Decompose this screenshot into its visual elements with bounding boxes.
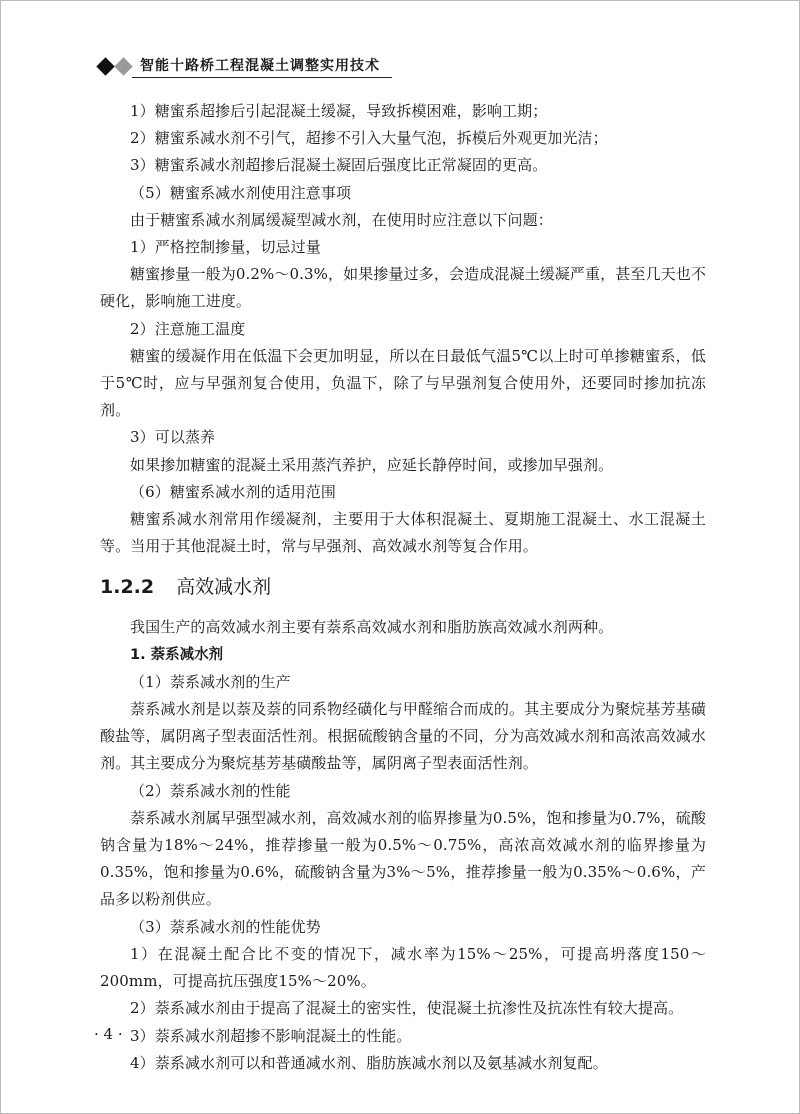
black-diamond-icon (96, 57, 114, 75)
paragraph: 2）注意施工温度 (130, 319, 246, 338)
paragraph: 糖蜜系减水剂常用作缓凝剂，主要用于大体积混凝土、夏期施工混凝土、水工混凝土等。当用于其他混凝土时，常与早强剂、高效减水剂等复合作用。 (100, 510, 706, 556)
paragraph: 糖蜜的缓凝作用在低温下会更加明显，所以在日最低气温5℃以上时可单掺糖蜜系，低于5℃时，应与早强剂复合使用，负温下，除了与早强剂复合使用外，还要同时掺加抗冻剂。 (100, 346, 706, 420)
running-header (96, 52, 392, 80)
paragraph: 我国生产的高效减水剂主要有萘系高效减水剂和脂肪族高效减水剂两种。 (130, 618, 614, 637)
paragraph: 2）萘系减水剂由于提高了混凝土的密实性，使混凝土抗渗性及抗冻性有较大提高。 (130, 999, 684, 1018)
paragraph: 如果掺加糖蜜的混凝土采用蒸汽养护，应延长静停时间，或掺加早强剂。 (130, 455, 614, 474)
paragraph: 1）在混凝土配合比不变的情况下，减水率为15%～25%，可提高坍落度150～200mm，可提高抗压强度15%～20%。 (100, 944, 706, 991)
paragraph: （3）萘系减水剂的性能优势 (130, 917, 321, 936)
section-title: 高效减水剂 (176, 576, 272, 599)
paragraph: 糖蜜掺量一般为0.2%～0.3%，如果掺量过多，会造成混凝土缓凝严重，甚至几天也不硬化，影响施工进度。 (100, 265, 706, 311)
paragraph: 1）糖蜜系超掺后引起混凝土缓凝，导致拆模困难，影响工期； (130, 102, 548, 120)
paragraph: （1）萘系减水剂的生产 (130, 672, 291, 691)
paragraph: 萘系减水剂属早强型减水剂，高效减水剂的临界掺量为0.5%，饱和掺量为0.7%，硫酸钠含量为18%～24%，推荐掺量一般为0.5%～0.75%，高浓高效减水剂的临界掺量为0.35%，饱和掺量为0.6%，硫酸钠含量为3%～5%，推荐掺量一般为0.35%～0.6%，产品多以粉剂供应。 (100, 808, 706, 909)
gray-diamond-icon (114, 57, 132, 75)
paragraph: （5）糖蜜系减水剂使用注意事项 (130, 183, 352, 202)
paragraph: 萘系减水剂是以萘及萘的同系物经磺化与甲醛缩合而成的。其主要成分为聚烷基芳基磺酸盐等，属阴离子型表面活性剂。根据硫酸钠含量的不同，分为高效减水剂和高浓高效减水剂。其主要成分为聚烷基芳基磺酸盐等，属阴离子型表面活性剂。 (100, 700, 706, 773)
subheading: 1. 萘系减水剂 (130, 646, 224, 663)
page-number: · 4 · (94, 1025, 123, 1043)
paragraph: （2）萘系减水剂的性能 (130, 781, 291, 800)
paragraph: 3）萘系减水剂超掺不影响混凝土的性能。 (130, 1026, 412, 1045)
paragraph: 1）严格控制掺量，切忌过量 (130, 238, 321, 257)
paragraph: （6）糖蜜系减水剂的适用范围 (130, 482, 336, 501)
paragraph: 4）萘系减水剂可以和普通减水剂、脂肪族减水剂以及氨基减水剂复配。 (130, 1053, 608, 1072)
paragraph: 3）可以蒸养 (130, 428, 216, 447)
header-rule (132, 77, 392, 78)
section-number: 1.2.2 (100, 576, 155, 599)
page-body (100, 98, 706, 1077)
header-title: 智能十路桥工程混凝土调整实用技术 (140, 58, 380, 74)
section-heading (100, 572, 706, 602)
paragraph: 3）糖蜜系减水剂超掺后混凝土凝固后强度比正常凝固的更高。 (130, 156, 548, 175)
paragraph: 2）糖蜜系减水剂不引气，超掺不引入大量气泡，拆模后外观更加光洁； (130, 129, 608, 148)
paragraph: 由于糖蜜系减水剂属缓凝型减水剂，在使用时应注意以下问题： (130, 210, 553, 229)
